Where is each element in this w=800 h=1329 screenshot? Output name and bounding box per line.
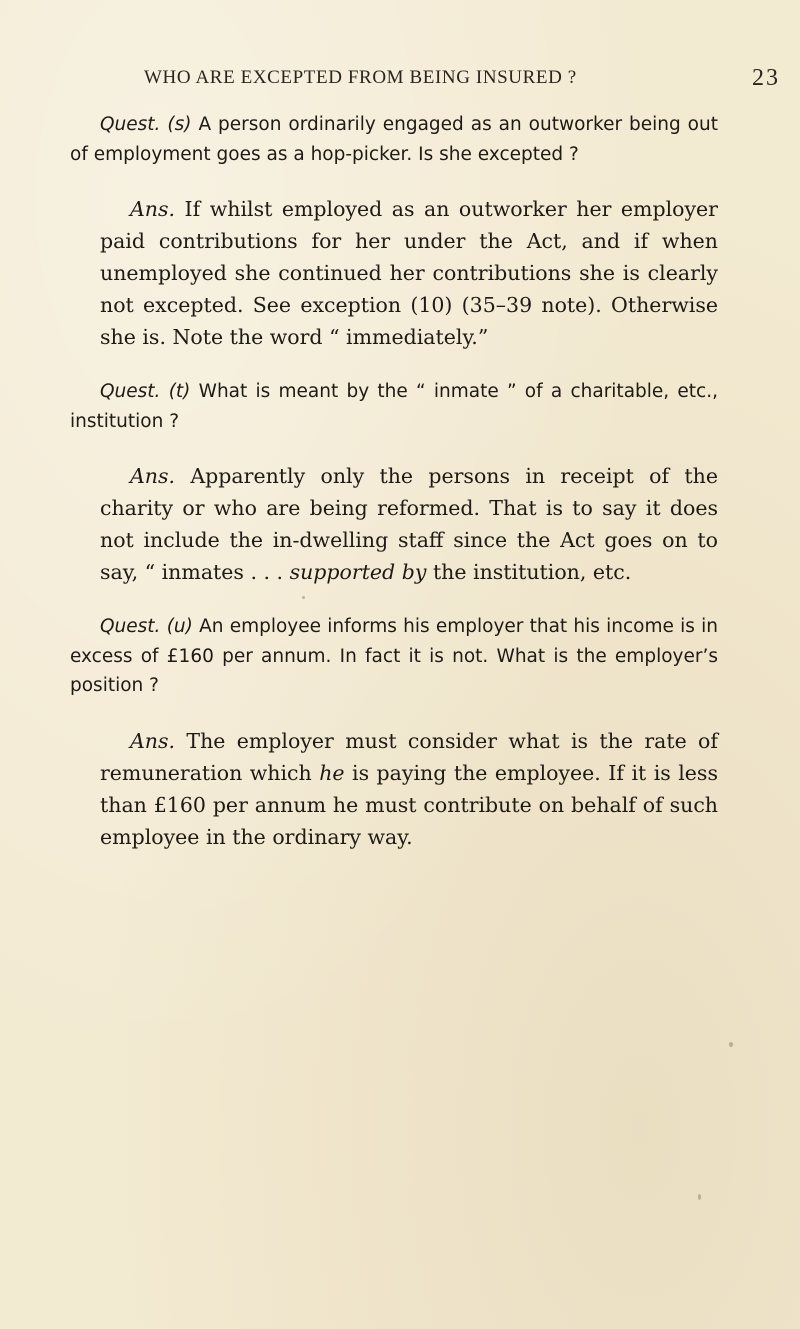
answer-text-end: is paying the employee. If it is less than £160 per annum he must contribute on behalf of such employee in the ordinary way. xyxy=(100,760,718,849)
question-lead: Quest. xyxy=(100,114,161,135)
question-u xyxy=(70,612,718,701)
answer-lead: Ans. xyxy=(130,728,176,753)
question-text: What is meant by the “ inmate ” of a charitable, etc., institution ? xyxy=(70,381,718,432)
answer-text-end: the institution, etc. xyxy=(432,560,632,584)
answer-emphasis: he xyxy=(319,760,345,785)
answer-s xyxy=(70,193,718,353)
question-label: (s) xyxy=(167,114,192,135)
question-label: (t) xyxy=(168,381,191,402)
question-lead: Quest. xyxy=(100,381,161,402)
answer-t xyxy=(70,460,718,588)
answer-text: If whilst employed as an outworker her employer paid contributions for her under the Act, and if when unemployed she continued her contributions she is clearly not excepted. See exception (10) (35–39 note). Otherwise she is. Note the word “ immediately.” xyxy=(100,197,718,349)
running-head-title: WHO ARE EXCEPTED FROM BEING INSURED ? xyxy=(144,67,577,88)
running-head xyxy=(144,67,780,99)
question-s xyxy=(70,110,718,169)
answer-lead: Ans. xyxy=(130,197,176,221)
paper-speck xyxy=(302,596,305,599)
page-number: 23 xyxy=(752,65,780,91)
question-text: A person ordinarily engaged as an outworker being out of employment goes as a hop-picker. Is she excepted ? xyxy=(70,114,718,165)
answer-lead: Ans. xyxy=(130,464,176,488)
answer-text: The employer must consider what is the rate of remuneration which xyxy=(100,728,718,785)
question-t xyxy=(70,377,718,436)
answer-u xyxy=(70,725,718,853)
answer-text: Apparently only the persons in receipt of the charity or who are being reformed. That is to say it does not include the in-dwelling staff since the Act goes on to say, “ inmates . . . xyxy=(100,464,718,584)
question-lead: Quest. xyxy=(100,616,161,637)
question-text: An employee informs his employer that his income is in excess of £160 per annum. In fact it is not. What is the employer’s position ? xyxy=(70,616,718,696)
answer-emphasis: supported by xyxy=(289,560,427,584)
paper-speck xyxy=(698,1194,701,1200)
question-label: (u) xyxy=(166,616,193,637)
paper-speck xyxy=(729,1042,733,1047)
text-block xyxy=(70,110,718,877)
